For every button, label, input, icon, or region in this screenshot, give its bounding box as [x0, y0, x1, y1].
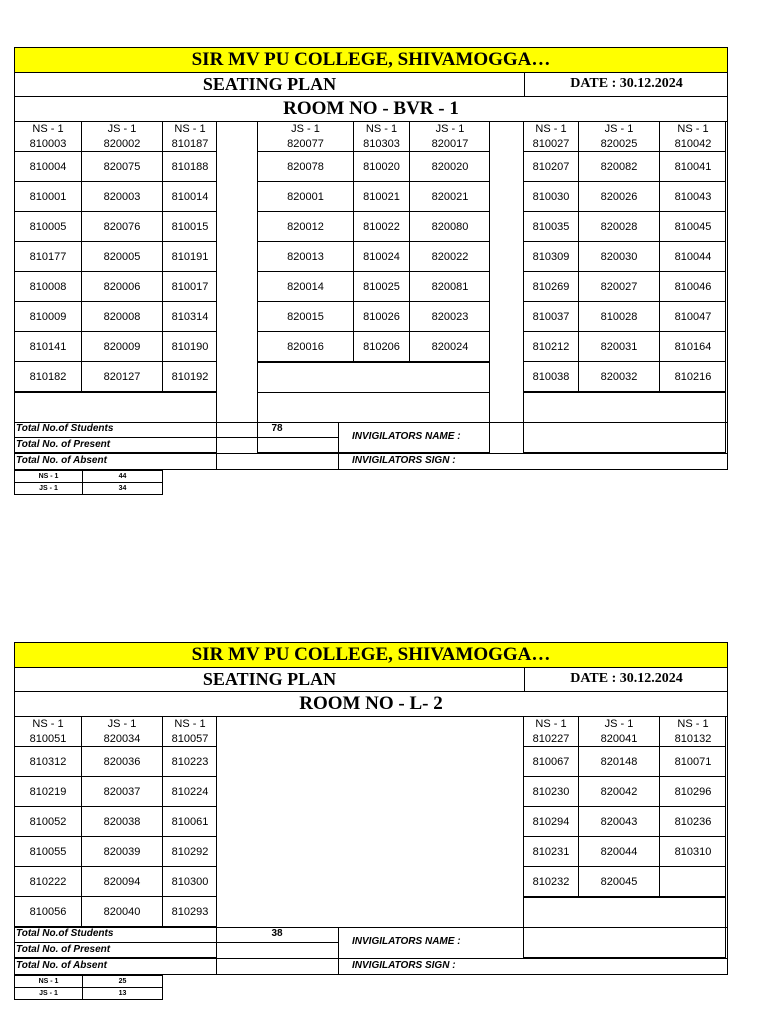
seat-number: 820076: [82, 212, 163, 242]
seat-number: 810027: [532, 138, 570, 150]
right-header-cell: [523, 122, 579, 152]
right-header-cell: [523, 717, 579, 747]
seat-number: 820034: [103, 733, 141, 745]
seat-number: 820080: [410, 212, 490, 242]
summary-class: NS - 1: [14, 975, 83, 988]
total-students-value: 78: [271, 423, 283, 434]
seat-number: 810067: [523, 747, 579, 777]
seat-number: 810164: [660, 332, 726, 362]
seat-number: 810314: [163, 302, 217, 332]
column-header: NS - 1: [677, 718, 709, 730]
seat-number: 820026: [579, 182, 660, 212]
seat-number: 810051: [29, 733, 67, 745]
seat-number: 810223: [163, 747, 217, 777]
seat-number: 820006: [82, 272, 163, 302]
column-header: NS - 1: [535, 718, 567, 730]
seat-number: 810052: [14, 807, 82, 837]
seat-number: 820148: [579, 747, 660, 777]
seat-number: 810015: [163, 212, 217, 242]
total-absent-label: Total No. of Absent: [16, 960, 107, 971]
right-empty-row: [523, 392, 726, 423]
summary-class: JS - 1: [14, 987, 83, 1000]
column-header: JS - 1: [107, 123, 137, 135]
summary-count: 34: [82, 482, 163, 495]
seat-number: 820127: [82, 362, 163, 392]
column-header: NS - 1: [32, 123, 64, 135]
footer-divider: [14, 958, 728, 959]
seat-number: 820081: [410, 272, 490, 302]
seat-number: 820021: [410, 182, 490, 212]
seat-number: 810212: [523, 332, 579, 362]
right-header-cell: [579, 717, 660, 747]
seat-number: 820040: [82, 897, 163, 927]
seat-number: 810224: [163, 777, 217, 807]
seat-number: 820039: [82, 837, 163, 867]
seat-number: 810187: [171, 138, 209, 150]
total-absent-label: Total No. of Absent: [16, 455, 107, 466]
seat-number: 820036: [82, 747, 163, 777]
middle-header-cell: [257, 122, 354, 152]
seat-number: 820014: [257, 272, 354, 302]
seat-number: 810005: [14, 212, 82, 242]
column-header: JS - 1: [604, 123, 634, 135]
seat-number: 810293: [163, 897, 217, 927]
seat-number: 810192: [163, 362, 217, 392]
seat-number: [660, 867, 726, 897]
seat-number: 810004: [14, 152, 82, 182]
column-header: JS - 1: [107, 718, 137, 730]
seat-number: 810309: [523, 242, 579, 272]
seat-number: 820028: [579, 212, 660, 242]
seat-number: 810190: [163, 332, 217, 362]
seat-number: 810022: [354, 212, 410, 242]
left-empty-row: [14, 392, 217, 423]
plan-header: [14, 72, 728, 97]
seat-number: 810141: [14, 332, 82, 362]
middle-header-cell: [410, 122, 490, 152]
seat-number: 820032: [579, 362, 660, 392]
right-empty-row: [523, 897, 726, 928]
seat-number: 810003: [29, 138, 67, 150]
seat-number: 810046: [660, 272, 726, 302]
room-number: ROOM NO - L- 2: [14, 692, 728, 717]
middle-header-cell: [354, 122, 410, 152]
total-students-label: Total No.of Students: [16, 928, 114, 939]
seat-number: 820002: [103, 138, 141, 150]
summary-count: 13: [82, 987, 163, 1000]
seat-number: 810303: [363, 138, 400, 150]
seat-number: 810024: [354, 242, 410, 272]
seat-number: 810219: [14, 777, 82, 807]
seat-number: 810014: [163, 182, 217, 212]
seat-number: 810310: [660, 837, 726, 867]
seat-number: 810182: [14, 362, 82, 392]
seat-number: 810055: [14, 837, 82, 867]
seat-number: 820001: [257, 182, 354, 212]
invigilators-sign-label: INVIGILATORS SIGN :: [352, 455, 456, 466]
seat-number: 820024: [410, 332, 490, 362]
summary-class: NS - 1: [14, 470, 83, 483]
seat-number: 820012: [257, 212, 354, 242]
seat-number: 810043: [660, 182, 726, 212]
right-header-cell: [660, 717, 726, 747]
seat-number: 810030: [523, 182, 579, 212]
seat-number: 820005: [82, 242, 163, 272]
total-students-label: Total No.of Students: [16, 423, 114, 434]
seat-number: 810188: [163, 152, 217, 182]
seat-number: 820094: [82, 867, 163, 897]
seat-number: 820077: [287, 138, 324, 150]
seat-number: 810061: [163, 807, 217, 837]
seat-number: 820082: [579, 152, 660, 182]
seat-number: 810057: [171, 733, 209, 745]
seat-number: 810042: [674, 138, 712, 150]
left-header-cell: [82, 717, 163, 747]
footer-divider: [338, 422, 339, 470]
college-title: SIR MV PU COLLEGE, SHIVAMOGGA…: [14, 642, 728, 668]
seat-number: 820027: [579, 272, 660, 302]
column-header: NS - 1: [365, 123, 398, 135]
seat-number: 810035: [523, 212, 579, 242]
column-header: JS - 1: [291, 123, 320, 135]
seat-number: 810177: [14, 242, 82, 272]
seat-number: 810047: [660, 302, 726, 332]
seat-number: 820017: [431, 138, 469, 150]
seat-number: 810300: [163, 867, 217, 897]
invigilators-sign-label: INVIGILATORS SIGN :: [352, 960, 456, 971]
seat-number: 810045: [660, 212, 726, 242]
seat-number: 820015: [257, 302, 354, 332]
total-present-label: Total No. of Present: [16, 439, 111, 450]
seat-number: 820022: [410, 242, 490, 272]
seat-number: 810222: [14, 867, 82, 897]
seat-number: 810028: [579, 302, 660, 332]
seat-number: 810026: [354, 302, 410, 332]
summary-count: 44: [82, 470, 163, 483]
seat-number: 820009: [82, 332, 163, 362]
left-header-cell: [14, 122, 82, 152]
seat-number: 810071: [660, 747, 726, 777]
seat-number: 820030: [579, 242, 660, 272]
seat-number: 810232: [523, 867, 579, 897]
seat-number: 820023: [410, 302, 490, 332]
seat-number: 820042: [579, 777, 660, 807]
seat-number: 810230: [523, 777, 579, 807]
seat-number: 810292: [163, 837, 217, 867]
seating-plan-heading: SEATING PLAN: [202, 74, 337, 94]
seat-number: 810236: [660, 807, 726, 837]
seat-number: 810038: [523, 362, 579, 392]
summary-class: JS - 1: [14, 482, 83, 495]
seat-number: 820044: [579, 837, 660, 867]
seat-number: 820016: [257, 332, 354, 362]
column-header: NS - 1: [174, 123, 206, 135]
seat-number: 810206: [354, 332, 410, 362]
seat-number: 810021: [354, 182, 410, 212]
footer-divider: [338, 927, 339, 975]
summary-count: 25: [82, 975, 163, 988]
left-header-cell: [163, 122, 217, 152]
seat-number: 820041: [600, 733, 638, 745]
footer-divider: [14, 437, 338, 438]
invigilators-name-label: INVIGILATORS NAME :: [352, 431, 461, 442]
seat-number: 820003: [82, 182, 163, 212]
seat-number: 820075: [82, 152, 163, 182]
seat-number: 810227: [532, 733, 570, 745]
seat-number: 820020: [410, 152, 490, 182]
left-header-cell: [163, 717, 217, 747]
seat-number: 810231: [523, 837, 579, 867]
invigilators-name-label: INVIGILATORS NAME :: [352, 936, 461, 947]
seat-number: 820078: [257, 152, 354, 182]
left-header-cell: [14, 717, 82, 747]
seat-number: 820025: [600, 138, 638, 150]
column-header: NS - 1: [32, 718, 64, 730]
seat-number: 810020: [354, 152, 410, 182]
seat-number: 810216: [660, 362, 726, 392]
seat-number: 810207: [523, 152, 579, 182]
seat-number: 810001: [14, 182, 82, 212]
footer-divider: [14, 942, 338, 943]
seat-number: 810296: [660, 777, 726, 807]
middle-empty-row: [257, 362, 490, 393]
seat-number: 820045: [579, 867, 660, 897]
seat-number: 810008: [14, 272, 82, 302]
column-header: JS - 1: [604, 718, 634, 730]
column-header: NS - 1: [535, 123, 567, 135]
seat-number: 820043: [579, 807, 660, 837]
date-label: DATE : 30.12.2024: [524, 72, 728, 96]
seating-plan-heading: SEATING PLAN: [202, 669, 337, 689]
seat-number: 810056: [14, 897, 82, 927]
footer-divider: [14, 453, 728, 454]
college-title: SIR MV PU COLLEGE, SHIVAMOGGA…: [14, 47, 728, 73]
column-header: JS - 1: [435, 123, 465, 135]
seat-number: 810294: [523, 807, 579, 837]
total-present-label: Total No. of Present: [16, 944, 111, 955]
left-header-cell: [82, 122, 163, 152]
seat-number: 820008: [82, 302, 163, 332]
plan-header: [14, 667, 728, 692]
seat-number: 820031: [579, 332, 660, 362]
column-header: NS - 1: [174, 718, 206, 730]
seat-number: 820013: [257, 242, 354, 272]
middle-empty-row: [257, 392, 490, 423]
right-header-cell: [579, 122, 660, 152]
seat-number: 810041: [660, 152, 726, 182]
right-header-cell: [660, 122, 726, 152]
seat-number: 810044: [660, 242, 726, 272]
seat-number: 820037: [82, 777, 163, 807]
room-number: ROOM NO - BVR - 1: [14, 97, 728, 122]
seat-number: 810132: [674, 733, 712, 745]
seat-number: 820038: [82, 807, 163, 837]
seat-number: 810037: [523, 302, 579, 332]
seat-number: 810017: [163, 272, 217, 302]
seat-number: 810009: [14, 302, 82, 332]
date-label: DATE : 30.12.2024: [524, 667, 728, 691]
seat-number: 810191: [163, 242, 217, 272]
seat-number: 810312: [14, 747, 82, 777]
seat-number: 810025: [354, 272, 410, 302]
total-students-value: 38: [271, 928, 283, 939]
column-header: NS - 1: [677, 123, 709, 135]
seat-number: 810269: [523, 272, 579, 302]
